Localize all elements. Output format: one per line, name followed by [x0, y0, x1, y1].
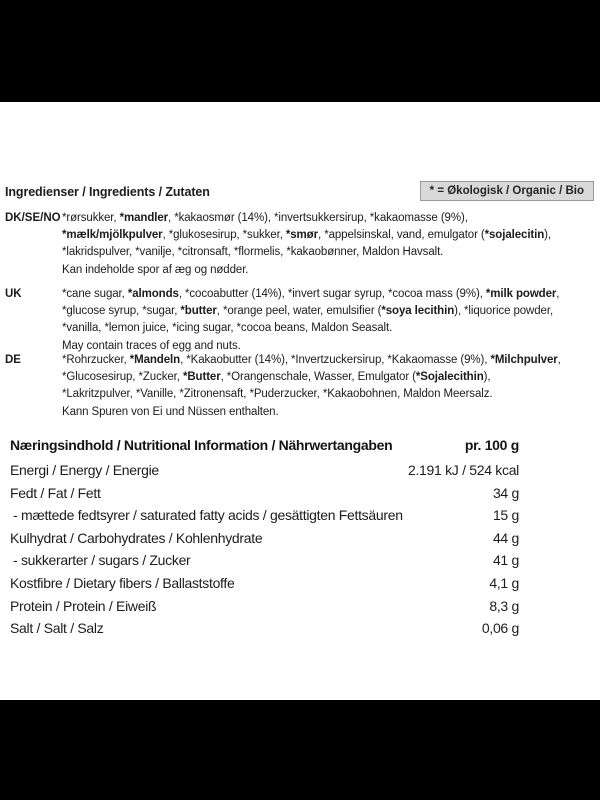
nutrition-row-value: 44 g — [492, 529, 519, 546]
nutrition-row — [10, 595, 519, 618]
ingredient-line: *glucose syrup, *sugar, *butter, *orange peel, water, emulsifier (*soya lecithin), *liquorice powder, — [62, 305, 554, 318]
nutrition-row-value: 15 g — [492, 507, 519, 524]
ingredients-header-row — [5, 181, 594, 201]
ingredient-line: *Glucosesirup, *Zucker, *Butter, *Orangenschale, Wasser, Emulgator (*Sojalecithin), — [62, 371, 491, 384]
organic-legend-badge: * = Økologisk / Organic / Bio — [420, 181, 594, 201]
ingredient-line: *Lakritzpulver, *Vanille, *Zitronensaft, *Puderzucker, *Kakaobohnen, Maldon Meersalz. — [62, 388, 493, 401]
nutrition-row-label: - mættede fedtsyrer / saturated fatty acids / gesättigten Fettsäuren — [13, 507, 403, 524]
ingredient-line: *cane sugar, *almonds, *cocoabutter (14%), *invert sugar syrup, *cocoa mass (9%), *milk powder, — [62, 288, 560, 300]
nutrition-row-value: 0,06 g — [481, 620, 519, 637]
nutrition-row-value: 8,3 g — [489, 597, 519, 614]
nutrition-heading: Næringsindhold / Nutritional Information / Nährwertangaben — [10, 437, 393, 453]
nutrition-row — [10, 572, 519, 595]
ingredient-section-text — [62, 286, 559, 355]
nutrition-header-row — [10, 435, 519, 456]
nutrition-row-value: 34 g — [492, 484, 519, 501]
nutrition-row — [10, 459, 519, 482]
nutrition-row-value: 2.191 kJ / 524 kcal — [407, 462, 519, 478]
nutrition-row-label: Energi / Energy / Energie — [10, 462, 159, 478]
ingredient-section-label: DK/SE/NO — [5, 212, 61, 224]
letterbox-top — [0, 0, 600, 102]
nutrition-row-value: 41 g — [492, 552, 519, 569]
nutrition-row-label: Protein / Protein / Eiweiß — [10, 597, 157, 614]
label-document-page — [0, 102, 600, 700]
ingredient-line: *mælk/mjölkpulver, *glukosesirup, *sukker, *smør, *appelsinskal, vand, emulgator (*sojalecitin), — [62, 229, 551, 242]
ingredient-section-label: DE — [5, 354, 21, 366]
ingredient-line: *rørsukker, *mandler, *kakaosmør (14%), *invertsukkersirup, *kakaomasse (9%), — [62, 212, 468, 224]
ingredient-line: May contain traces of egg and nuts. — [62, 339, 241, 352]
ingredient-section-de — [5, 352, 600, 421]
ingredient-section-label: UK — [5, 288, 22, 300]
ingredient-section-dk-se-no — [5, 210, 600, 279]
ingredient-section-text — [62, 352, 561, 421]
ingredient-section-uk — [5, 286, 600, 355]
nutrition-row-label: Kostfibre / Dietary fibers / Ballaststoffe — [10, 574, 235, 591]
nutrition-row-label: Salt / Salt / Salz — [10, 620, 104, 637]
nutrition-row-label: Kulhydrat / Carbohydrates / Kohlenhydrate — [10, 529, 263, 546]
nutrition-row-value: 4,1 g — [489, 574, 519, 591]
ingredient-line: Kann Spuren von Ei und Nüssen enthalten. — [62, 405, 279, 418]
nutrition-row — [10, 482, 519, 505]
ingredient-line: Kan indeholde spor af æg og nødder. — [62, 263, 249, 276]
nutrition-row-label: Fedt / Fat / Fett — [10, 484, 101, 501]
nutrition-per-100g-label: pr. 100 g — [464, 437, 519, 453]
nutrition-row-label: - sukkerarter / sugars / Zucker — [13, 552, 191, 569]
nutrition-row — [10, 549, 519, 572]
ingredients-heading: Ingredienser / Ingredients / Zutaten — [5, 185, 210, 199]
ingredient-section-text — [62, 210, 551, 279]
ingredient-line: *vanilla, *lemon juice, *icing sugar, *cocoa beans, Maldon Seasalt. — [62, 322, 393, 335]
ingredient-line: *lakridspulver, *vanilje, *citronsaft, *flormelis, *kakaobønner, Maldon Havsalt. — [62, 246, 444, 259]
nutrition-row — [10, 617, 519, 640]
nutrition-table — [10, 459, 519, 640]
nutrition-row — [10, 527, 519, 550]
nutrition-row — [10, 504, 519, 527]
ingredient-line: *Rohrzucker, *Mandeln, *Kakaobutter (14%), *Invertzuckersirup, *Kakaomasse (9%), *Milchpulver, — [62, 354, 561, 366]
letterbox-bottom — [0, 700, 600, 800]
